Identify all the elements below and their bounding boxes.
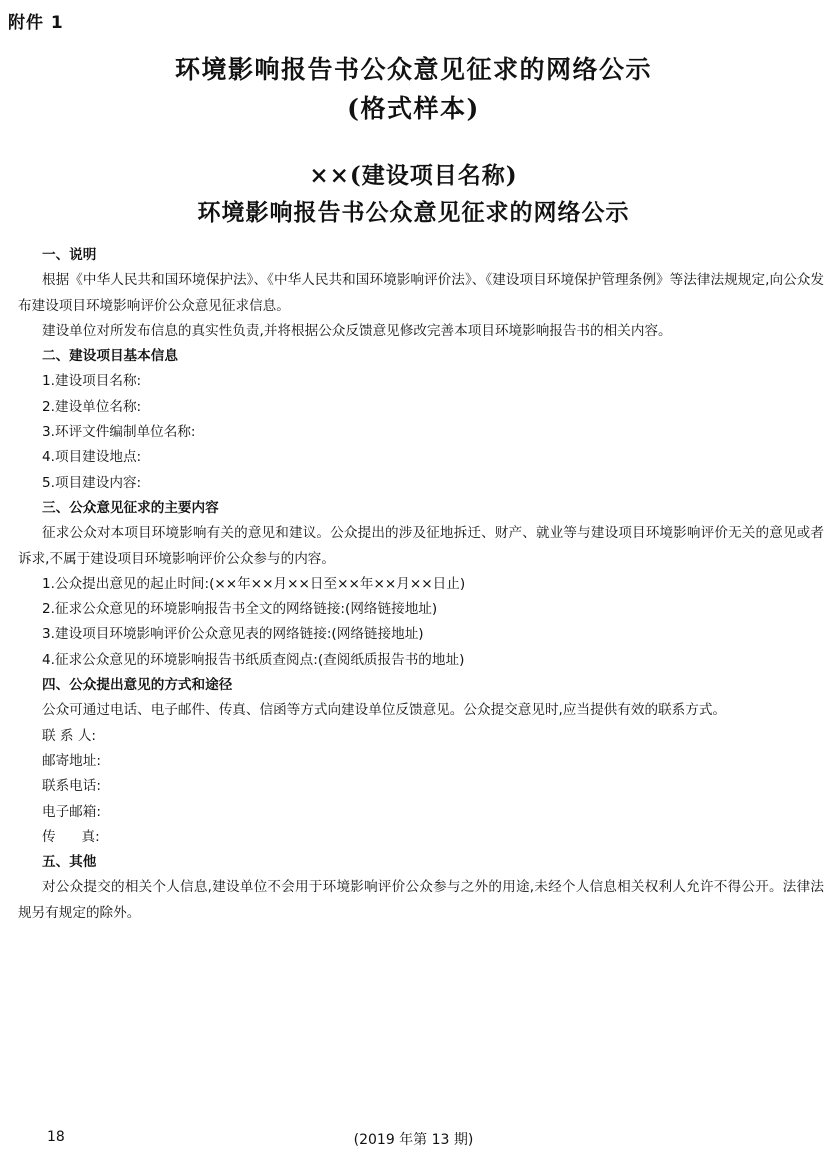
section-1-paragraph-2: 建设单位对所发布信息的真实性负责,并将根据公众反馈意见修改完善本项目环境影响报告书的相关内容。 xyxy=(42,322,672,339)
contact-field: 传 真: xyxy=(42,828,100,845)
project-info-item: 4.项目建设地点: xyxy=(42,449,142,466)
notice-title: 环境影响报告书公众意见征求的网络公示 xyxy=(197,199,630,226)
section-heading-1: 一、说明 xyxy=(42,247,97,263)
main-title: 环境影响报告书公众意见征求的网络公示 xyxy=(174,55,652,84)
section-heading-3: 三、公众意见征求的主要内容 xyxy=(42,499,219,516)
section-5-paragraph: 对公众提交的相关个人信息,建设单位不会用于环境影响评价公众参与之外的用途,未经个人信息相关权利人允许不得公开。法律法规另有规定的除外。 xyxy=(18,879,824,921)
contact-field: 联系电话: xyxy=(42,778,101,795)
section-1-paragraph-1: 根据《中华人民共和国环境保护法》、《中华人民共和国环境影响评价法》、《建设项目环境保护管理条例》等法律法规规定,向公众发布建设项目环境影响评价公众意见征求信息。 xyxy=(18,272,824,314)
main-subtitle: (格式样本) xyxy=(347,94,480,123)
page-number: 18 xyxy=(47,1129,65,1145)
project-info-item: 3.环评文件编制单位名称: xyxy=(42,424,196,441)
project-info-item: 2.建设单位名称: xyxy=(42,398,142,415)
section-heading-2: 二、建设项目基本信息 xyxy=(42,348,178,365)
project-info-item: 1.建设项目名称: xyxy=(42,373,142,390)
contact-field: 邮寄地址: xyxy=(42,752,101,769)
attachment-label: 附件 1 xyxy=(8,13,64,33)
consultation-item: 1.公众提出意见的起止时间:(××年××月××日至××年××月××日止) xyxy=(42,575,466,592)
consultation-item: 2.征求公众意见的环境影响报告书全文的网络链接:(网络链接地址) xyxy=(42,601,438,618)
section-heading-5: 五、其他 xyxy=(42,854,97,871)
consultation-item: 3.建设项目环境影响评价公众意见表的网络链接:(网络链接地址) xyxy=(42,626,424,643)
contact-field: 联 系 人: xyxy=(42,727,97,744)
issue-label: (2019 年第 13 期) xyxy=(353,1132,474,1148)
consultation-item: 4.征求公众意见的环境影响报告书纸质查阅点:(查阅纸质报告书的地址) xyxy=(42,651,465,668)
project-info-item: 5.项目建设内容: xyxy=(42,474,142,491)
section-3-paragraph: 征求公众对本项目环境影响有关的意见和建议。公众提出的涉及征地拆迁、财产、就业等与建设项目环境影响评价无关的意见或者诉求,不属于建设项目环境影响评价公众参与的内容。 xyxy=(18,525,824,567)
section-4-paragraph: 公众可通过电话、电子邮件、传真、信函等方式向建设单位反馈意见。公众提交意见时,应当提供有效的联系方式。 xyxy=(42,702,727,719)
section-heading-4: 四、公众提出意见的方式和途径 xyxy=(42,677,233,694)
document-body xyxy=(18,243,824,926)
project-name-title: ××(建设项目名称) xyxy=(309,162,518,189)
contact-field: 电子邮箱: xyxy=(42,803,101,820)
